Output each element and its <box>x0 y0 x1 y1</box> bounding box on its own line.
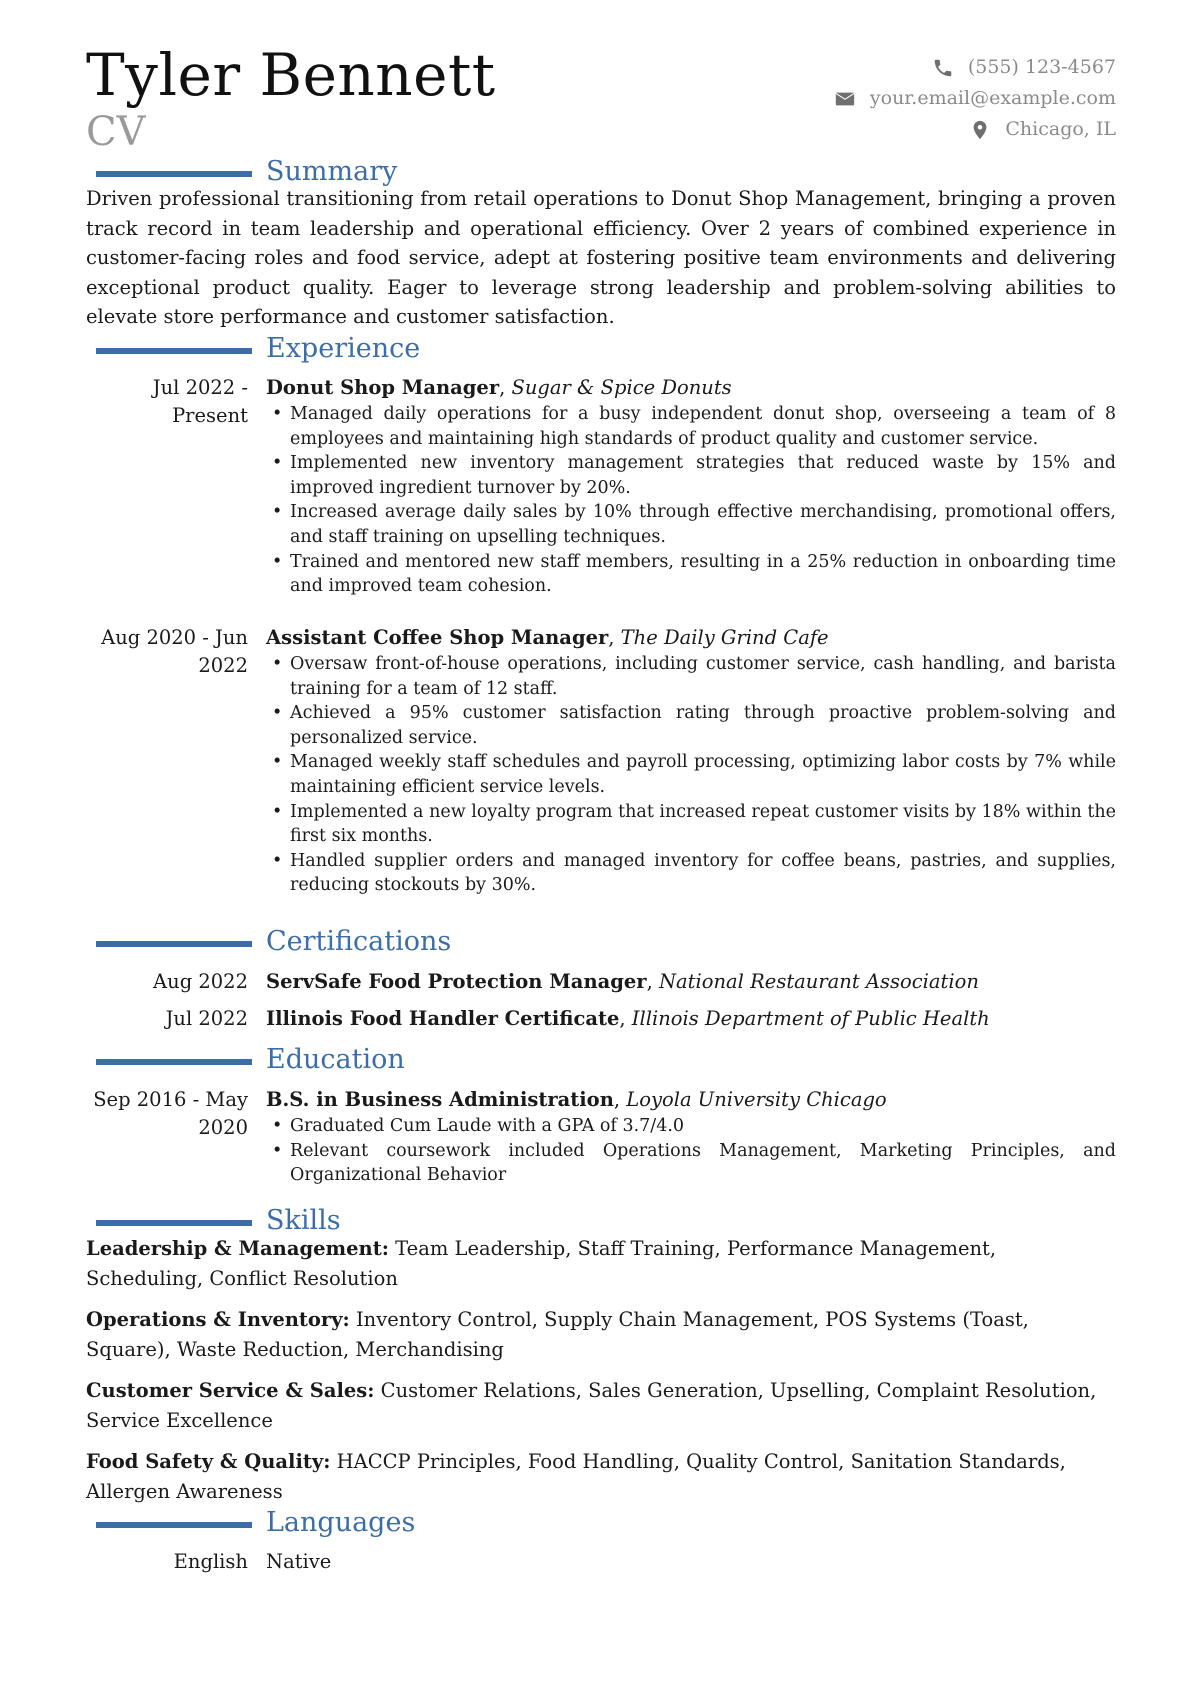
list-item: • Managed daily operations for a busy independent donut shop, overseeing a team of 8 employees and maintaining high standards of product quality and customer service. <box>266 402 1116 451</box>
skill-list: Customer Relations, Sales Generation, Upselling, Complaint Resolution, Service Excellence <box>86 1379 1097 1432</box>
list-item: • Trained and mentored new staff members, resulting in a 25% reduction in onboarding time and improved team cohesion. <box>266 550 1116 599</box>
entry-date: Jul 2022 - Present <box>152 376 248 427</box>
skill-category: Food Safety & Quality: <box>86 1450 331 1473</box>
list-item: • Graduated Cum Laude with a GPA of 3.7/4.0 <box>266 1114 1116 1139</box>
bullet-list <box>266 402 1116 599</box>
list-item: • Implemented a new loyalty program that increased repeat customer visits by 18% within the first six months. <box>266 800 1116 849</box>
employer: The Daily Grind Cafe <box>620 626 829 649</box>
list-item: • Oversaw front-of-house operations, including customer service, cash handling, and barista training for a team of 12 staff. <box>266 652 1116 701</box>
phone-number[interactable]: (555) 123-4567 <box>967 56 1116 78</box>
entry-heading: Assistant Coffee Shop Manager, The Daily Grind Cafe <box>266 626 829 649</box>
job-title: Donut Shop Manager <box>266 376 500 399</box>
entry-body <box>266 374 1116 599</box>
entry-date: Jul 2022 <box>165 1007 248 1030</box>
entry-heading: ServSafe Food Protection Manager, National Restaurant Association <box>266 970 979 993</box>
section-rule <box>96 941 252 947</box>
language-name: English <box>173 1550 248 1573</box>
skill-category: Operations & Inventory: <box>86 1308 350 1331</box>
section-title: Certifications <box>266 926 452 957</box>
language-level: Native <box>266 1550 332 1573</box>
location-text: Chicago, IL <box>1005 118 1116 140</box>
section-title: Education <box>266 1044 405 1075</box>
list-item: • Relevant coursework included Operations Management, Marketing Principles, and Organizational Behavior <box>266 1139 1116 1188</box>
email-address[interactable]: your.email@example.com <box>869 87 1116 109</box>
document-subtitle: CV <box>86 109 146 155</box>
skill-group <box>86 1305 1116 1364</box>
envelope-icon <box>834 88 856 110</box>
entry-body <box>266 624 1116 898</box>
list-item: • Achieved a 95% customer satisfaction rating through proactive problem-solving and personalized service. <box>266 701 1116 750</box>
entry-date: Sep 2016 - May 2020 <box>93 1088 248 1139</box>
entry-date: Aug 2022 <box>153 970 248 993</box>
section-languages <box>86 1505 1116 1541</box>
entry-heading: B.S. in Business Administration, Loyola University Chicago <box>266 1088 887 1111</box>
skill-group <box>86 1447 1116 1506</box>
section-rule <box>96 1220 252 1226</box>
contact-email <box>834 83 1116 114</box>
section-certifications <box>86 924 1116 960</box>
contact-location <box>834 114 1116 145</box>
issuer: Illinois Department of Public Health <box>631 1007 990 1030</box>
skill-category: Customer Service & Sales: <box>86 1379 375 1402</box>
certification-title: ServSafe Food Protection Manager <box>266 970 647 993</box>
section-rule <box>96 171 252 177</box>
entry-body <box>266 1548 1116 1576</box>
section-rule <box>96 1059 252 1065</box>
section-experience <box>86 331 1116 367</box>
entry-body <box>266 968 1116 996</box>
entry-body <box>266 1005 1116 1033</box>
section-title: Summary <box>266 156 398 187</box>
phone-icon <box>932 57 954 79</box>
candidate-name: Tyler Bennett <box>86 41 496 109</box>
list-item: • Implemented new inventory management strategies that reduced waste by 15% and improved ingredient turnover by 20%. <box>266 451 1116 500</box>
contact-block <box>834 52 1116 145</box>
section-title: Languages <box>266 1507 416 1538</box>
list-item: • Managed weekly staff schedules and payroll processing, optimizing labor costs by 7% while maintaining efficient service levels. <box>266 750 1116 799</box>
skill-group <box>86 1234 1116 1293</box>
bullet-list <box>266 652 1116 898</box>
skill-category: Leadership & Management: <box>86 1237 389 1260</box>
job-title: Assistant Coffee Shop Manager <box>266 626 609 649</box>
entry-heading: Illinois Food Handler Certificate, Illinois Department of Public Health <box>266 1007 990 1030</box>
section-title: Experience <box>266 333 421 364</box>
bullet-list <box>266 1114 1116 1188</box>
list-item: • Increased average daily sales by 10% through effective merchandising, promotional offers, and staff training on upselling techniques. <box>266 500 1116 549</box>
map-pin-icon <box>969 119 991 141</box>
employer: Sugar & Spice Donuts <box>511 376 732 399</box>
contact-phone <box>834 52 1116 83</box>
skill-list: Team Leadership, Staff Training, Performance Management, Scheduling, Conflict Resolution <box>86 1237 997 1290</box>
section-rule <box>96 348 252 354</box>
resume-page <box>86 0 1116 1683</box>
entry-date: Aug 2020 - Jun 2022 <box>101 626 248 677</box>
degree: B.S. in Business Administration <box>266 1088 614 1111</box>
skill-list: Inventory Control, Supply Chain Management, POS Systems (Toast, Square), Waste Reduction, Merchandising <box>86 1308 1029 1361</box>
certification-title: Illinois Food Handler Certificate <box>266 1007 620 1030</box>
entry-body <box>266 1086 1116 1188</box>
section-education <box>86 1042 1116 1078</box>
summary-text: Driven professional transitioning from retail operations to Donut Shop Management, bringing a proven track record in team leadership and operational efficiency. Over 2 years of combined experience in customer-facing roles and food service, adept at fostering positive team environments and delivering exceptional product quality. Eager to leverage strong leadership and problem-solving abilities to elevate store performance and customer satisfaction. <box>86 187 1116 328</box>
issuer: National Restaurant Association <box>658 970 979 993</box>
skill-list: HACCP Principles, Food Handling, Quality Control, Sanitation Standards, Allergen Awareness <box>86 1450 1066 1503</box>
entry-heading: Donut Shop Manager, Sugar & Spice Donuts <box>266 376 732 399</box>
institution: Loyola University Chicago <box>626 1088 887 1111</box>
skill-group <box>86 1376 1116 1435</box>
section-title: Skills <box>266 1205 341 1236</box>
list-item: • Handled supplier orders and managed inventory for coffee beans, pastries, and supplies, reducing stockouts by 30%. <box>266 849 1116 898</box>
section-rule <box>96 1522 252 1528</box>
